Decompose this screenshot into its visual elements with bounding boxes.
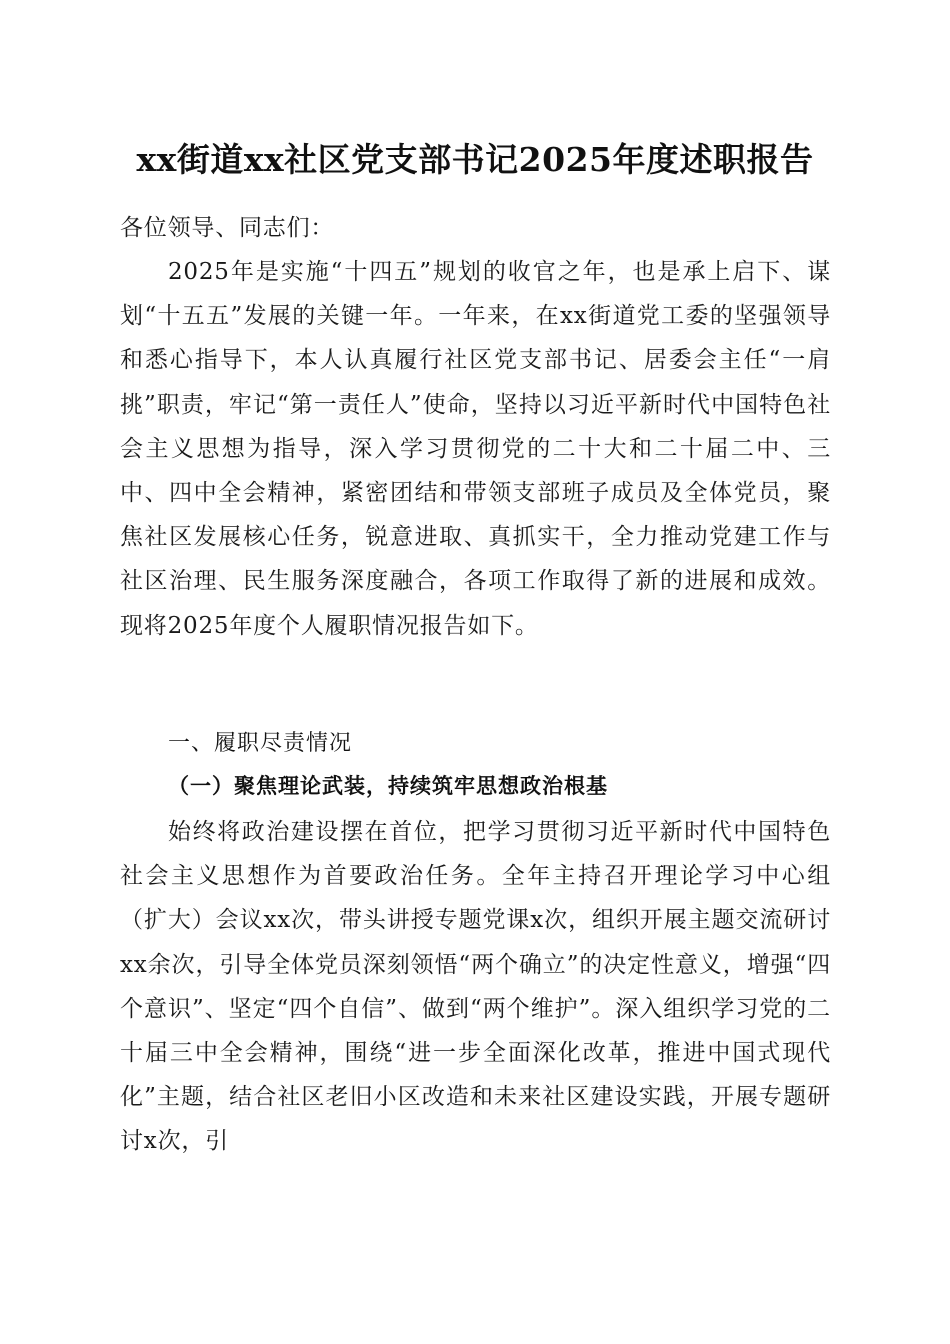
salutation: 各位领导、同志们： [120,215,335,241]
intro-paragraph: 2025年是实施“十四五”规划的收官之年，也是承上启下、谋划“十五五”发展的关键一年。一年来，在xx街道党工委的坚强领导和悉心指导下，本人认真履行社区党支部书记、居委会主任“一肩挑”职责，牢记“第一责任人”使命，坚持以习近平新时代中国特色社会主义思想为指导，深入学习贯彻党的二十大和二十届二中、三中、四中全会精神，紧密团结和带领支部班子成员及全体党员，聚焦社区发展核心任务，锐意进取、真抓实干，全力推动党建工作与社区治理、民生服务深度融合，各项工作取得了新的进展和成效。现将2025年度个人履职情况报告如下。 [120,259,831,639]
document-title: xx街道xx社区党支部书记2025年度述职报告 [136,140,814,179]
subsection-heading: （一）聚焦理论武装，持续筑牢思想政治根基 [168,773,608,798]
section-heading: 一、履职尽责情况 [168,731,353,756]
body-paragraph: 始终将政治建设摆在首位，把学习贯彻习近平新时代中国特色社会主义思想作为首要政治任务。全年主持召开理论学习中心组（扩大）会议xx次，带头讲授专题党课x次，组织开展主题交流研讨xx余次，引导全体党员深刻领悟“两个确立”的决定性意义，增强“四个意识”、坚定“四个自信”、做到“两个维护”。深入组织学习党的二十届三中全会精神，围绕“进一步全面深化改革，推进中国式现代化”主题，结合社区老旧小区改造和未来社区建设实践，开展专题研讨x次，引 [120,819,831,1155]
